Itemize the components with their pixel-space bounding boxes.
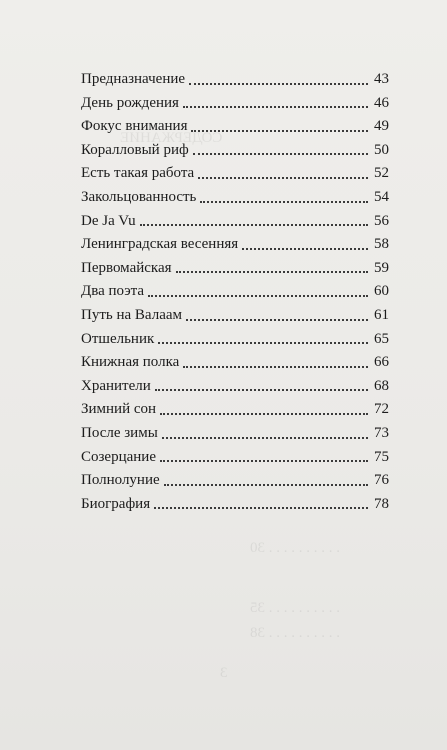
dot-leader (200, 201, 368, 203)
toc-entry-page: 78 (374, 495, 389, 512)
dot-leader (164, 484, 368, 486)
toc-entry (81, 116, 389, 140)
toc-entry-page: 60 (374, 283, 389, 300)
dot-leader (242, 248, 368, 250)
dot-leader (160, 460, 368, 462)
toc-entry-page: 66 (374, 354, 389, 371)
toc-entry-page: 52 (374, 165, 389, 182)
bleed-through-text: СОДЕРЖАНИЕ (120, 130, 223, 146)
toc-entry-page: 43 (374, 71, 389, 87)
toc-entry-title: Путь на Валаам (81, 306, 183, 323)
toc-entry-page: 76 (374, 472, 389, 489)
toc-entry-page: 75 (374, 448, 389, 465)
toc-entry-title: Хранители (81, 377, 151, 394)
toc-entry-page: 58 (374, 236, 389, 253)
toc-entry (81, 281, 389, 305)
toc-entry (81, 234, 389, 258)
toc-entry-page: 46 (374, 94, 389, 111)
dot-leader (193, 153, 368, 155)
toc-entry (81, 258, 389, 282)
toc-entry-title: Закольцованность (81, 188, 197, 205)
toc-entry-title: Биография (81, 495, 151, 512)
toc-entry-title: Первомайская (81, 259, 172, 276)
toc-entry-title: Есть такая работа (81, 165, 195, 182)
dot-leader (183, 106, 368, 108)
toc-entry-page: 73 (374, 424, 389, 441)
dot-leader (186, 319, 368, 321)
toc-entry (81, 447, 389, 471)
toc-entry-page: 59 (374, 259, 389, 276)
toc-entry-title: День рождения (81, 94, 179, 111)
toc-entry-page: 68 (374, 377, 389, 394)
toc-entry-title: Книжная полка (81, 354, 180, 371)
toc-entry-title: Зимний сон (81, 401, 157, 418)
toc-entry (81, 423, 389, 447)
dot-leader (155, 389, 368, 391)
dot-leader (189, 83, 368, 85)
toc-entry (81, 305, 389, 329)
toc-entry-title: De Ja Vu (81, 212, 136, 229)
toc-entry (81, 187, 389, 211)
toc-entry-page: 72 (374, 401, 389, 418)
toc-entry-page: 65 (374, 330, 389, 347)
dot-leader (198, 177, 368, 179)
toc-entry-title: Созерцание (81, 448, 156, 465)
toc-entry-title: Полнолуние (81, 472, 160, 489)
dot-leader (191, 130, 368, 132)
toc-entry-title: Фокус внимания (81, 118, 188, 135)
toc-entry-title: Отшельник (81, 330, 155, 347)
toc-entry-page: 50 (374, 141, 389, 158)
toc-entry-page: 49 (374, 118, 389, 135)
toc-entry (81, 352, 389, 376)
bleed-through-text: 3 (220, 665, 228, 681)
toc-entry (81, 329, 389, 353)
bleed-through-text: . . . . . . . . . . 35 (250, 600, 340, 616)
table-of-contents (81, 69, 389, 517)
toc-entry (81, 93, 389, 117)
dot-leader (158, 342, 368, 344)
toc-entry (81, 140, 389, 164)
dot-leader (162, 437, 368, 439)
toc-entry (81, 163, 389, 187)
bleed-through-text: . . . . . . . . . . 30 (250, 540, 340, 556)
toc-entry (81, 211, 389, 235)
toc-entry-page: 56 (374, 212, 389, 229)
toc-entry (81, 494, 389, 518)
toc-entry (81, 399, 389, 423)
dot-leader (176, 271, 368, 273)
toc-entry-title: Два поэта (81, 283, 145, 300)
toc-entry-title: Коралловый риф (81, 141, 189, 158)
dot-leader (140, 224, 368, 226)
toc-entry (81, 376, 389, 400)
toc-entry-title: Ленинградская весенняя (81, 236, 239, 253)
dot-leader (148, 295, 368, 297)
toc-entry (81, 69, 389, 93)
toc-entry-page: 54 (374, 188, 389, 205)
toc-entry-title: После зимы (81, 424, 158, 441)
dot-leader (160, 413, 368, 415)
bleed-through-text: . . . . . . . . . . 38 (250, 625, 340, 641)
toc-entry-title: Предназначение (81, 71, 186, 87)
dot-leader (183, 366, 368, 368)
toc-entry (81, 470, 389, 494)
dot-leader (154, 507, 368, 509)
toc-entry-page: 61 (374, 306, 389, 323)
